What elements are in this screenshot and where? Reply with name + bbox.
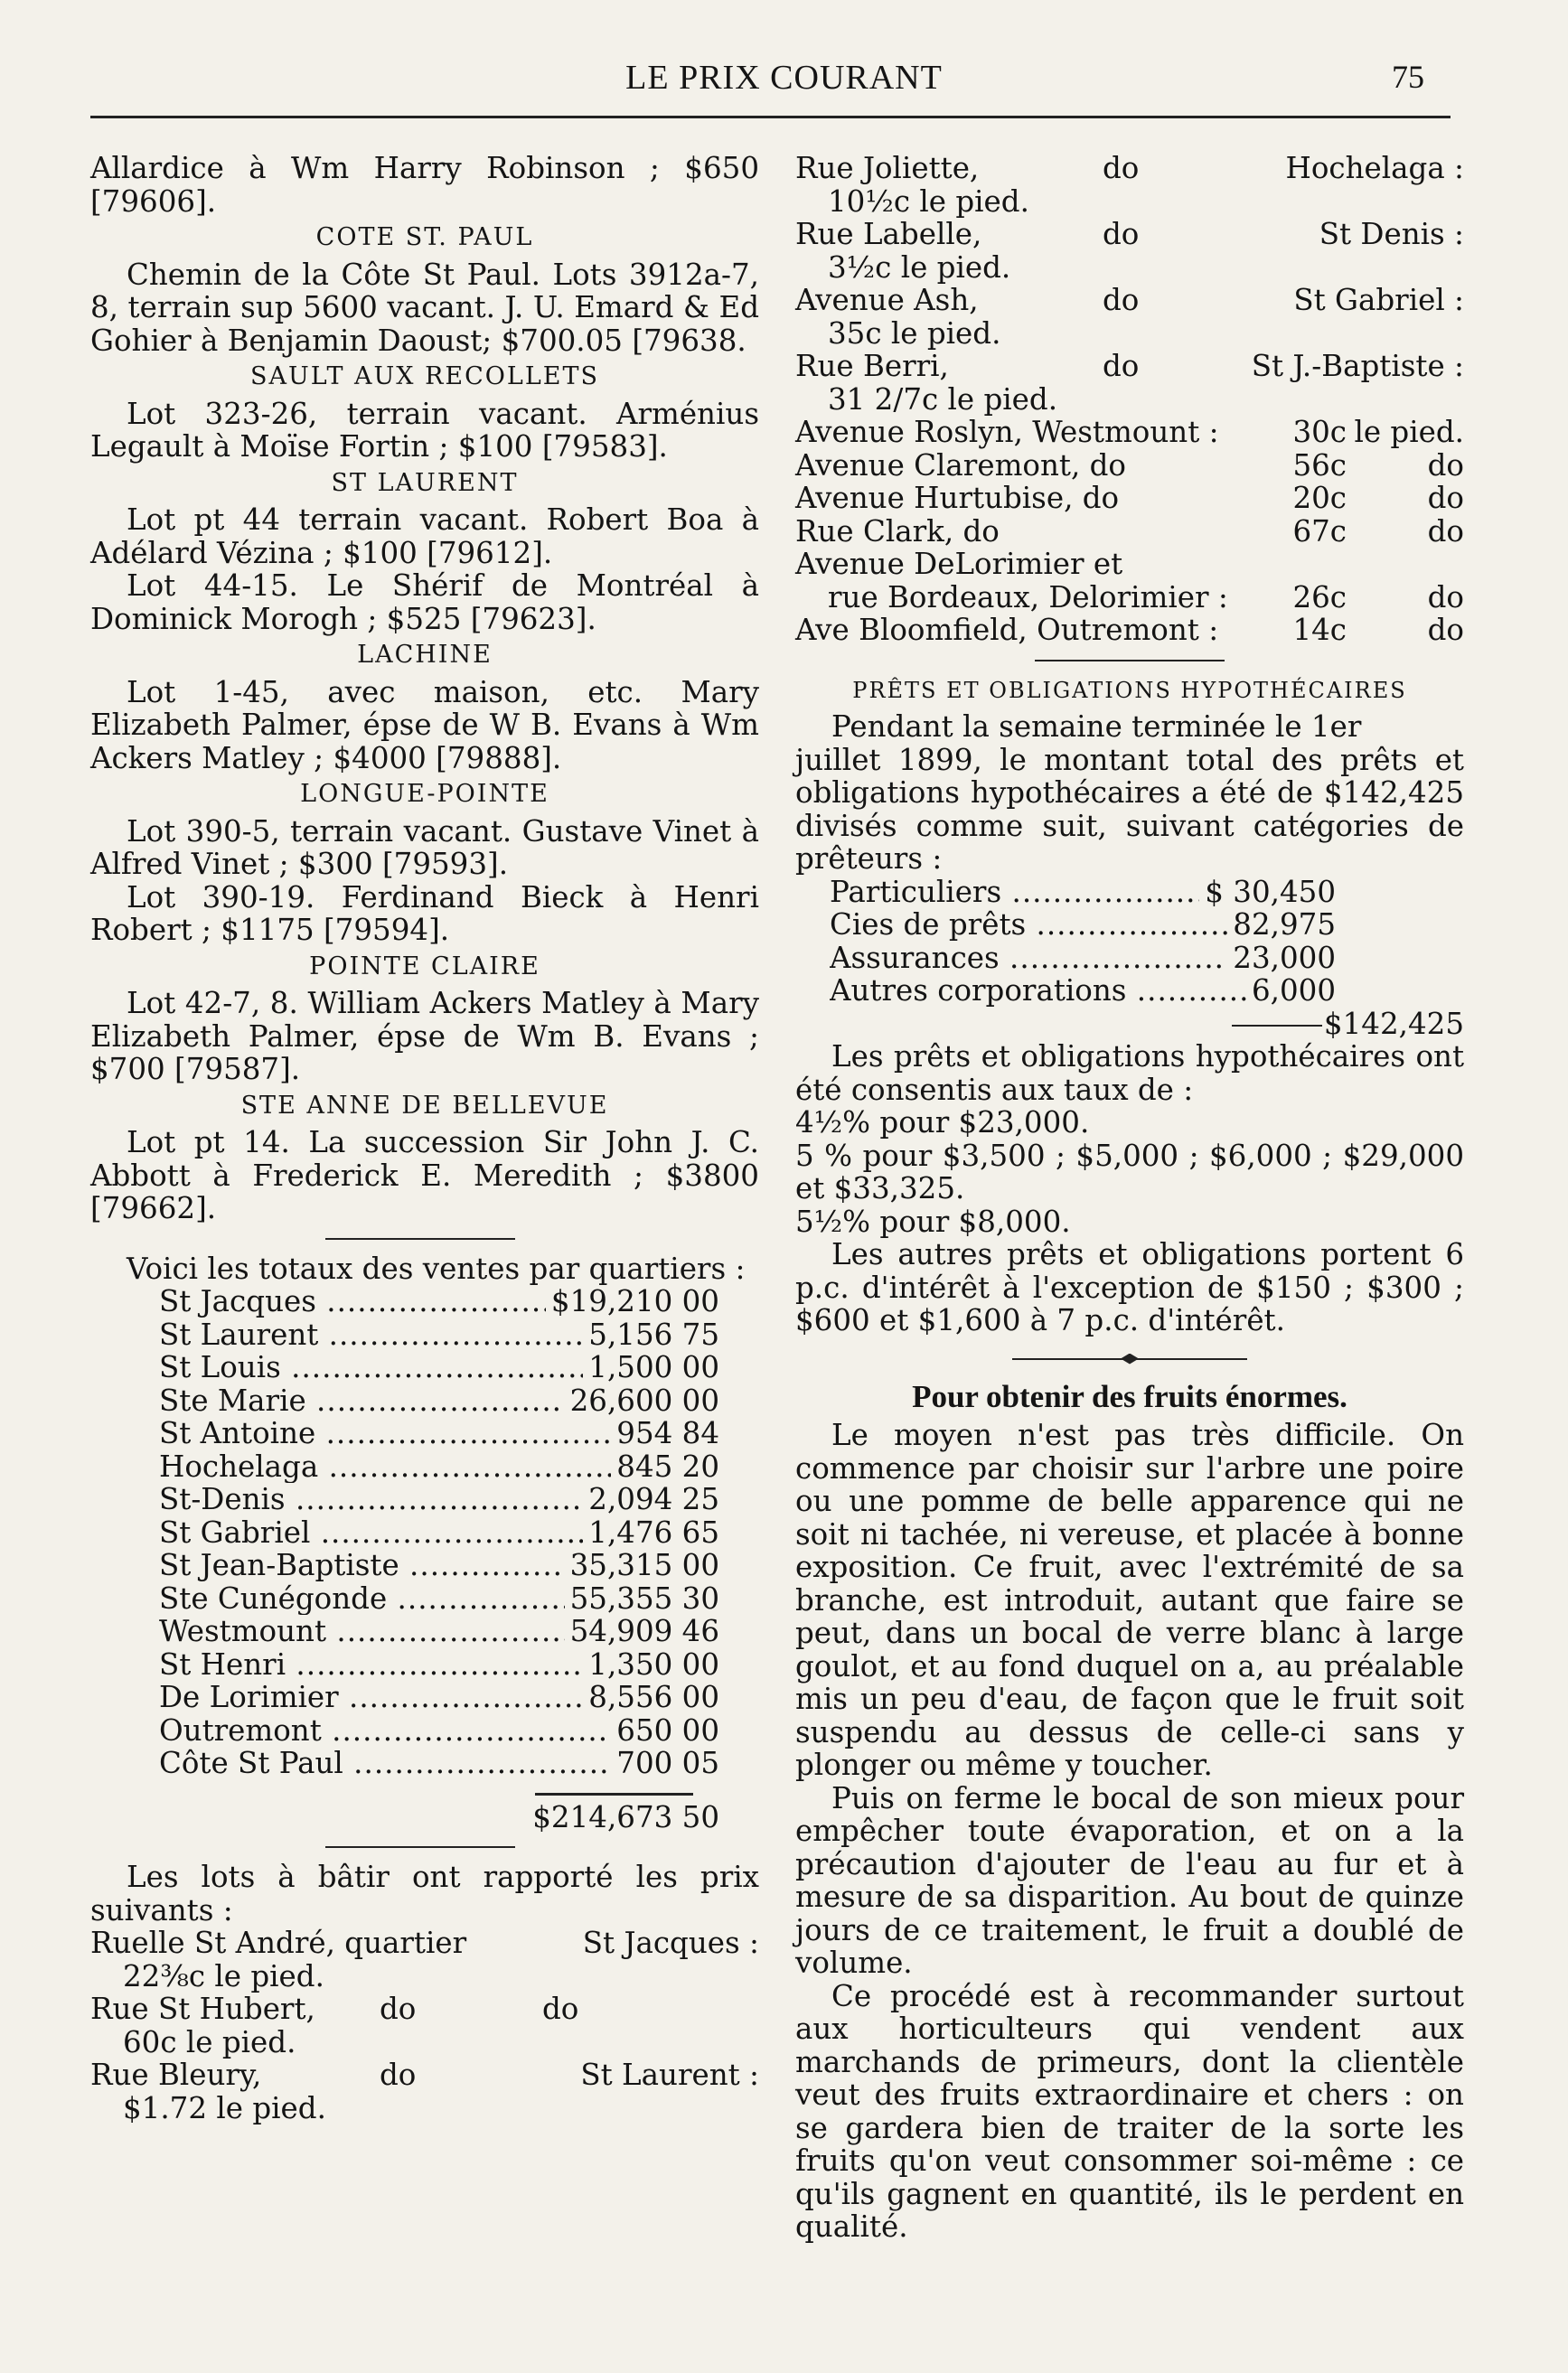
loans-total-row xyxy=(795,1008,1464,1041)
lot-entry: Ruelle St André, quartier St Jacques : 22⅜c le pied. xyxy=(90,1926,759,1993)
left-column xyxy=(90,152,759,2124)
loans-table xyxy=(830,876,1336,1008)
table-row: Côte St Paul ..... 700 05 xyxy=(159,1747,719,1780)
section-heading: ST LAURENT xyxy=(331,468,519,497)
section-paragraph: Lot 323-26, terrain vacant. Arménius Legault à Moïse Fortin ; $100 [79583]. xyxy=(90,396,759,464)
totals-table xyxy=(159,1285,719,1780)
lot-row: Avenue Hurtubise, do 20c do xyxy=(795,481,1464,515)
section-heading: LACHINE xyxy=(357,641,493,669)
page-title: LE PRIX COURANT xyxy=(625,59,943,97)
taux-intro: Les prêts et obligations hypothécaires ont été consentis aux taux de : xyxy=(795,1039,1464,1107)
lot-row: Avenue DeLorimier et xyxy=(795,547,1123,581)
section-heading: COTE ST. PAUL xyxy=(315,223,534,251)
lot-entry: Rue Labelle, do St Denis : 3½c le pied. xyxy=(795,217,1464,285)
table-row: St Antoine ..... 954 84 xyxy=(159,1417,719,1450)
section-paragraph: Lot 44-15. Le Shérif de Montréal à Dominick Morogh ; $525 [79623]. xyxy=(90,568,759,636)
lot-row: Rue Clark, do 67c do xyxy=(795,513,1464,549)
section-heading: PRÊTS ET OBLIGATIONS HYPOTHÉCAIRES xyxy=(852,677,1407,703)
section-heading: STE ANNE DE BELLEVUE xyxy=(240,1091,609,1120)
table-row: St-Denis ..... 2,094 25 xyxy=(159,1483,719,1516)
totals-intro: Voici les totaux des ventes par quartiers : xyxy=(127,1251,746,1286)
section-heading: SAULT AUX RECOLLETS xyxy=(249,362,600,390)
table-row: Particuliers ..... $ 30,450 xyxy=(830,876,1336,909)
page-number: 75 xyxy=(1392,59,1424,95)
lot-entry: Avenue Ash, do St Gabriel : 35c le pied. xyxy=(795,283,1464,351)
intro-paragraph: Allardice à Wm Harry Robinson ; $650 [79606]. xyxy=(90,151,759,219)
section-paragraph: Lot pt 14. La succession Sir John J. C. Abbott à Frederick E. Meredith ; $3800 [79662]. xyxy=(90,1125,759,1225)
article-paragraph: Le moyen n'est pas très difficile. On commence par choisir sur l'arbre une poire ou une pomme de belle apparence qui ne soit ni tachée, ni vereuse, et placée à bonne exposition. Ce fruit, avec l'extrémité de sa branche, est introduit, autant que faire se peut, dans un bocal de verre blanc à large goulot, et au fond duquel on a, au préalable mis un peu d'eau, de façon que le fruit soit suspendu au dessus de celle-ci sans y plonger ou même y toucher. xyxy=(795,1418,1464,1782)
article-paragraph: Ce procédé est à recommander surtout aux horticulteurs qui vendent aux marchands de primeurs, dont la clientèle veut des fruits extraordinaire et chers : on se gardera bien de traiter de la sorte les fruits qu'on veut consommer soi-même : ce qu'ils gagnent en quantité, ils le perdent en qualité. xyxy=(795,1978,1464,2244)
table-row: St Louis ..... 1,500 00 xyxy=(159,1351,719,1384)
table-row: St Jean-Baptiste ..... 35,315 00 xyxy=(159,1549,719,1582)
lot-entry: Rue Bleury, do St Laurent : $1.72 le pied. xyxy=(90,2058,759,2125)
taux-line: 5 % pour $3,500 ; $5,000 ; $6,000 ; $29,000 et $33,325. xyxy=(795,1138,1464,1205)
section-paragraph: Lot 42-7, 8. William Ackers Matley à Mary Elizabeth Palmer, épse de Wm B. Evans ; $700 [79587]. xyxy=(90,986,759,1086)
section-divider xyxy=(1035,660,1225,661)
lot-row: Avenue Roslyn, Westmount : 30c le pied. xyxy=(795,415,1464,449)
ornament-divider xyxy=(1012,1354,1247,1365)
table-row: Ste Marie ..... 26,600 00 xyxy=(159,1384,719,1418)
lot-entry: Rue St Hubert, do do 60c le pied. xyxy=(90,1992,579,2059)
table-row: Assurances ..... 23,000 xyxy=(830,942,1336,975)
table-row: St Laurent ..... 5,156 75 xyxy=(159,1318,719,1352)
section-divider xyxy=(325,1846,515,1848)
prets-intro-line: Pendant la semaine terminée le 1er xyxy=(831,709,1362,744)
article-title: Pour obtenir des fruits énormes. xyxy=(912,1378,1347,1414)
section-divider xyxy=(325,1238,515,1240)
table-row: St Gabriel ..... 1,476 65 xyxy=(159,1516,719,1550)
totals-rule xyxy=(535,1793,693,1796)
section-paragraph: Lot 390-19. Ferdinand Bieck à Henri Robert ; $1175 [79594]. xyxy=(90,879,759,947)
section-heading: LONGUE-POINTE xyxy=(300,780,549,808)
table-row: De Lorimier ..... 8,556 00 xyxy=(159,1681,719,1714)
table-row: St Jacques ..... $19,210 00 xyxy=(159,1285,719,1318)
lot-row: Ave Bloomfield, Outremont : 14c do xyxy=(795,613,1464,647)
lots-intro: Les lots à bâtir ont rapporté les prix suivants : xyxy=(90,1860,759,1927)
table-row: Cies de prêts ..... 82,975 xyxy=(830,908,1336,942)
header-rule xyxy=(90,116,1451,118)
taux-line: 5½% pour $8,000. xyxy=(795,1204,1071,1239)
section-heading: POINTE CLAIRE xyxy=(309,952,540,980)
table-row: Westmount ..... 54,909 46 xyxy=(159,1615,719,1648)
table-row: Hochelaga ..... 845 20 xyxy=(159,1450,719,1484)
prets-intro: juillet 1899, le montant total des prêts et obligations hypothécaires a été de $142,425 divisés comme suit, suivant catégories de prêteurs : xyxy=(795,742,1464,876)
right-column xyxy=(795,152,1464,2244)
section-paragraph: Lot 390-5, terrain vacant. Gustave Vinet à Alfred Vinet ; $300 [79593]. xyxy=(90,813,759,881)
lot-entry: Rue Joliette, do Hochelaga : 10½c le pied. xyxy=(795,151,1464,219)
table-row: St Henri ..... 1,350 00 xyxy=(159,1648,719,1682)
table-row: Outremont ..... 650 00 xyxy=(159,1714,719,1748)
section-paragraph: Lot 1-45, avec maison, etc. Mary Elizabeth Palmer, épse de W B. Evans à Wm Ackers Matley ; $4000 [79888]. xyxy=(90,674,759,775)
lot-row: Avenue Claremont, do 56c do xyxy=(795,447,1464,483)
totals-sum: $214,673 50 xyxy=(532,1799,719,1834)
taux-line: 4½% pour $23,000. xyxy=(795,1105,1090,1140)
article-paragraph: Puis on ferme le bocal de son mieux pour empêcher toute évaporation, et on a la précaution d'ajouter de l'eau au fur et à mesure de sa disparition. Au bout de quinze jours de ce traitement, le fruit a doublé de volume. xyxy=(795,1780,1464,1980)
lot-entry: Rue Berri, do St J.-Baptiste : 31 2/7c le pied. xyxy=(795,349,1464,417)
loans-total: $142,425 xyxy=(1323,1006,1464,1041)
section-paragraph: Chemin de la Côte St Paul. Lots 3912a-7, 8, terrain sup 5600 vacant. J. U. Emard & Ed Gohier à Benjamin Daoust; $700.05 [79638. xyxy=(90,257,759,358)
table-row: Ste Cunégonde ..... 55,355 30 xyxy=(159,1582,719,1616)
section-paragraph: Lot pt 44 terrain vacant. Robert Boa à Adélard Vézina ; $100 [79612]. xyxy=(90,502,759,570)
lot-row: rue Bordeaux, Delorimier : 26c do xyxy=(828,579,1464,614)
table-row: Autres corporations ..... 6,000 xyxy=(830,974,1336,1008)
taux-autres: Les autres prêts et obligations portent 6 p.c. d'intérêt à l'exception de $150 ; $300 ; $600 et $1,600 à 7 p.c. d'intérêt. xyxy=(795,1237,1464,1337)
